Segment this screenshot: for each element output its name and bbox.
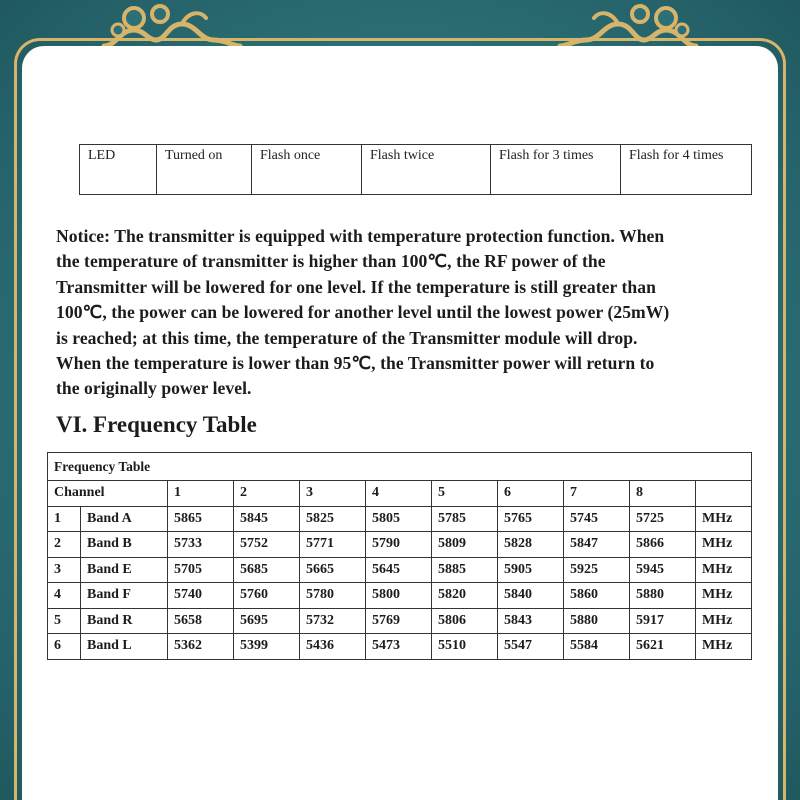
table-caption-row <box>48 453 752 481</box>
row-index-cell: 1 <box>48 506 81 532</box>
frequency-cell: 5785 <box>432 506 498 532</box>
frequency-cell: 5820 <box>432 583 498 609</box>
unit-cell: MHz <box>696 634 752 660</box>
band-name-cell: Band R <box>81 608 168 634</box>
row-index-cell: 3 <box>48 557 81 583</box>
frequency-cell: 5790 <box>366 532 432 558</box>
frequency-cell: 5847 <box>564 532 630 558</box>
section-heading: VI. Frequency Table <box>56 412 257 437</box>
frequency-cell: 5685 <box>234 557 300 583</box>
led-cell-turned-on: Turned on <box>157 145 252 195</box>
table-row <box>80 145 752 195</box>
frequency-cell: 5745 <box>564 506 630 532</box>
frequency-cell: 5771 <box>300 532 366 558</box>
led-cell-flash-3: Flash for 3 times <box>491 145 621 195</box>
row-index-cell: 6 <box>48 634 81 660</box>
frequency-cell: 5362 <box>168 634 234 660</box>
frequency-cell: 5765 <box>498 506 564 532</box>
band-name-cell: Band B <box>81 532 168 558</box>
frequency-cell: 5880 <box>564 608 630 634</box>
band-name-cell: Band L <box>81 634 168 660</box>
frequency-cell: 5621 <box>630 634 696 660</box>
table-row <box>48 532 752 558</box>
frequency-cell: 5780 <box>300 583 366 609</box>
frequency-cell: 5740 <box>168 583 234 609</box>
notice-line: the temperature of transmitter is higher than 100℃, the RF power of the <box>56 251 606 272</box>
table-row <box>48 608 752 634</box>
table-row <box>48 506 752 532</box>
notice-line: is reached; at this time, the temperature of the Transmitter module will drop. <box>56 327 638 348</box>
frequency-cell: 5769 <box>366 608 432 634</box>
unit-cell: MHz <box>696 506 752 532</box>
frequency-cell: 5945 <box>630 557 696 583</box>
notice-line: Notice: The transmitter is equipped with temperature protection function. When <box>56 226 665 246</box>
table-caption: Frequency Table <box>48 453 752 481</box>
notice-line: When the temperature is lower than 95℃, the Transmitter power will return to <box>56 353 655 374</box>
frequency-cell: 5547 <box>498 634 564 660</box>
frequency-cell: 5860 <box>564 583 630 609</box>
frequency-cell: 5645 <box>366 557 432 583</box>
frequency-cell: 5917 <box>630 608 696 634</box>
frequency-cell: 5473 <box>366 634 432 660</box>
band-name-cell: Band F <box>81 583 168 609</box>
header-cell: 1 <box>168 481 234 507</box>
frequency-cell: 5510 <box>432 634 498 660</box>
unit-cell: MHz <box>696 583 752 609</box>
led-cell-flash-once: Flash once <box>252 145 362 195</box>
band-name-cell: Band A <box>81 506 168 532</box>
frequency-table <box>47 452 752 660</box>
led-cell-flash-twice: Flash twice <box>362 145 491 195</box>
frequency-cell: 5840 <box>498 583 564 609</box>
band-name-cell: Band E <box>81 557 168 583</box>
table-row <box>48 583 752 609</box>
header-cell: 8 <box>630 481 696 507</box>
header-unit-cell <box>696 481 752 507</box>
notice-paragraph <box>56 224 756 402</box>
frequency-cell: 5733 <box>168 532 234 558</box>
frequency-cell: 5843 <box>498 608 564 634</box>
frequency-cell: 5752 <box>234 532 300 558</box>
header-cell: 7 <box>564 481 630 507</box>
frequency-cell: 5880 <box>630 583 696 609</box>
table-row <box>48 634 752 660</box>
unit-cell: MHz <box>696 532 752 558</box>
led-cell-flash-4: Flash for 4 times <box>621 145 752 195</box>
frequency-cell: 5885 <box>432 557 498 583</box>
header-cell: 3 <box>300 481 366 507</box>
row-index-cell: 5 <box>48 608 81 634</box>
led-status-table <box>79 144 752 195</box>
header-channel: Channel <box>48 481 168 507</box>
frequency-cell: 5800 <box>366 583 432 609</box>
frequency-cell: 5925 <box>564 557 630 583</box>
unit-cell: MHz <box>696 608 752 634</box>
frequency-cell: 5725 <box>630 506 696 532</box>
frequency-cell: 5828 <box>498 532 564 558</box>
header-cell: 4 <box>366 481 432 507</box>
frequency-cell: 5805 <box>366 506 432 532</box>
frequency-cell: 5584 <box>564 634 630 660</box>
frequency-cell: 5705 <box>168 557 234 583</box>
notice-line: Transmitter will be lowered for one level. If the temperature is still greater than <box>56 276 656 297</box>
unit-cell: MHz <box>696 557 752 583</box>
frequency-cell: 5732 <box>300 608 366 634</box>
row-index-cell: 2 <box>48 532 81 558</box>
notice-line: the originally power level. <box>56 378 252 399</box>
frequency-cell: 5865 <box>168 506 234 532</box>
frequency-cell: 5905 <box>498 557 564 583</box>
header-cell: 5 <box>432 481 498 507</box>
table-header-row <box>48 481 752 507</box>
row-index-cell: 4 <box>48 583 81 609</box>
frequency-cell: 5806 <box>432 608 498 634</box>
frequency-cell: 5825 <box>300 506 366 532</box>
table-row <box>48 557 752 583</box>
notice-line: 100℃, the power can be lowered for another level until the lowest power (25mW) <box>56 302 670 323</box>
frequency-cell: 5695 <box>234 608 300 634</box>
frequency-cell: 5866 <box>630 532 696 558</box>
header-cell: 6 <box>498 481 564 507</box>
frequency-cell: 5665 <box>300 557 366 583</box>
frequency-cell: 5809 <box>432 532 498 558</box>
header-cell: 2 <box>234 481 300 507</box>
frequency-table-body <box>48 506 752 659</box>
led-cell-label: LED <box>80 145 157 195</box>
frequency-cell: 5845 <box>234 506 300 532</box>
frequency-cell: 5436 <box>300 634 366 660</box>
frequency-cell: 5399 <box>234 634 300 660</box>
frequency-cell: 5658 <box>168 608 234 634</box>
frequency-cell: 5760 <box>234 583 300 609</box>
